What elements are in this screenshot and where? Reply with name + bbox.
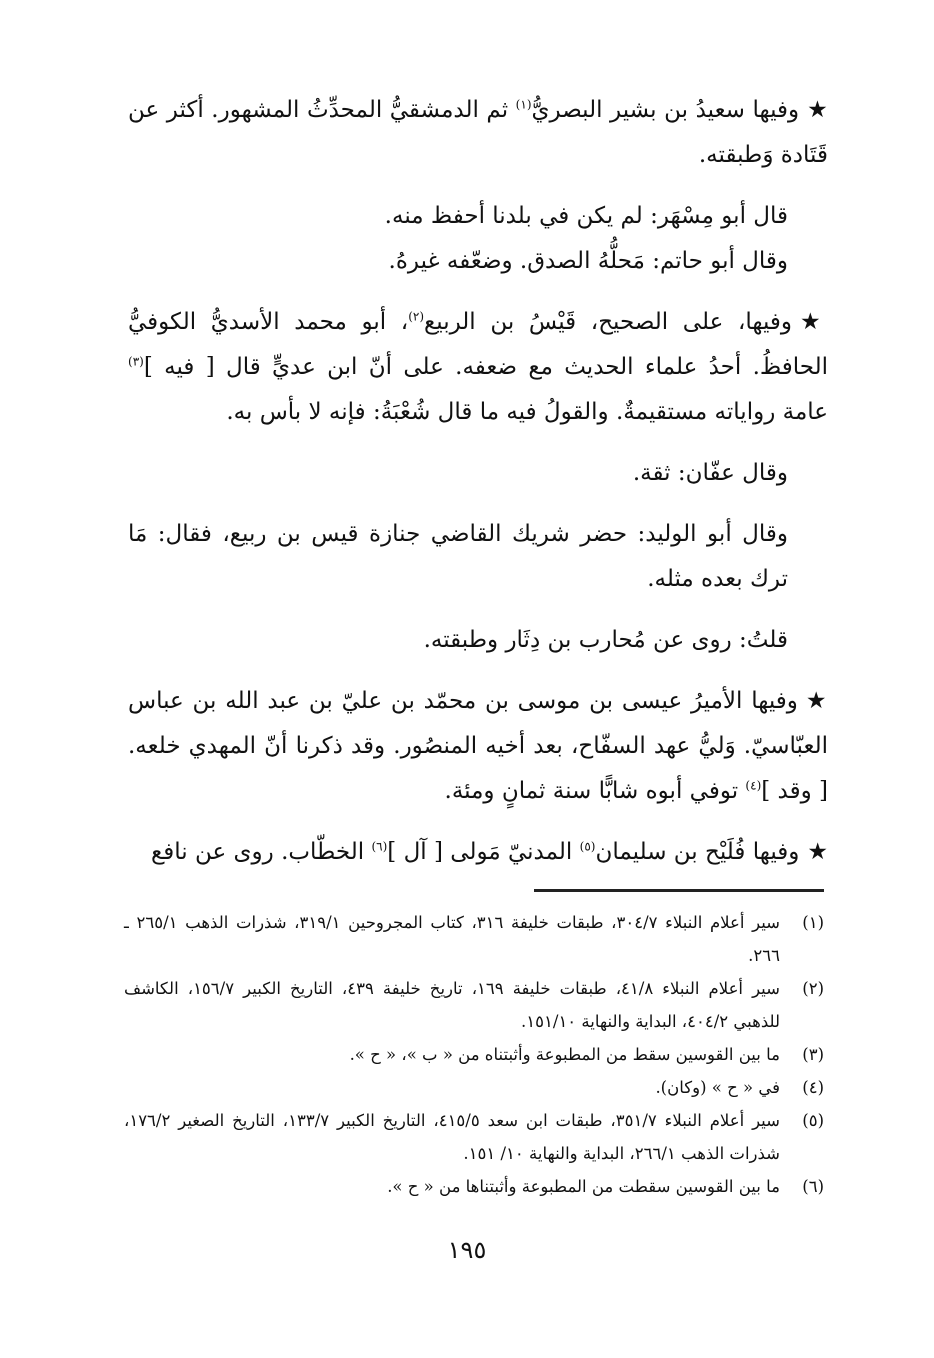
paragraph-qultu: قلتُ: روى عن مُحارب بن دِثَار وطبقته.	[423, 627, 788, 653]
star-bullet-icon: ★	[800, 309, 828, 335]
paragraph-fulayh	[128, 830, 828, 875]
footnote-ref-4: (٤)	[745, 778, 762, 793]
footnote-1	[124, 906, 824, 972]
text-segment: وفيها الأميرُ عيسى بن موسى بن محمّد بن عليّ بن عبد الله بن عباس العبّاسيّ. وَليُّ عهد السفّاح، بعد أخيه المنصُور. وقد ذكرنا أنّ المهدي خلعه. [ وقد ]	[128, 688, 828, 804]
footnote-text: سير أعلام النبلاء ٤١/٨، طبقات خليفة ١٦٩، تاريخ خليفة ٤٣٩، التاريخ الكبير ١٥٦/٧، الكاشف للذهبي ٤٠٤/٢، البداية والنهاية ١٥١/١٠.	[124, 979, 780, 1031]
footnote-divider	[534, 889, 824, 892]
footnote-6	[124, 1170, 824, 1203]
footnote-number: (٣)	[802, 1045, 824, 1064]
footnote-number: (١)	[802, 913, 824, 932]
paragraph-abu-mishar: قال أبو مِسْهَر: لم يكن في بلدنا أحفظ منه.	[384, 203, 788, 229]
footnote-5	[124, 1104, 824, 1170]
main-text	[128, 88, 828, 875]
text-segment: الخطّاب. روى عن نافع	[151, 839, 372, 865]
footnote-ref-2: (٢)	[408, 309, 425, 324]
footnote-text: ما بين القوسين سقطت من المطبوعة وأثبتناها من « ح ».	[387, 1177, 780, 1196]
footnote-ref-3: (٣)	[128, 354, 144, 369]
text-segment: المدنيّ مَولى [ آل ]	[387, 839, 580, 865]
text-segment: وفيها فُلَيْح بن سليمان	[595, 839, 800, 865]
footnote-ref-6: (٦)	[371, 839, 388, 854]
footnote-number: (٦)	[802, 1177, 824, 1196]
star-bullet-icon: ★	[807, 839, 828, 865]
text-segment: ثم الدمشقيُّ المحدِّثُ المشهور. أكثر عن قَتَادة وَطبقته.	[128, 97, 828, 168]
footnote-text: سير أعلام النبلاء ٣٠٤/٧، طبقات خليفة ٣١٦، كتاب المجروحين ٣١٩/١، شذرات الذهب ٢٦٥/١ ـ ٢٦٦.	[124, 913, 780, 965]
paragraph-isa-bin-musa	[128, 679, 828, 814]
footnote-2	[124, 972, 824, 1038]
footnote-number: (٥)	[802, 1111, 824, 1130]
paragraph-abu-al-walid: وقال أبو الوليد: حضر شريك القاضي جنازة قيس بن ربيع، فقال: مَا ترك بعده مثله.	[128, 521, 788, 592]
text-segment: توفي أبوه شابًّا سنة ثمانٍ ومئة.	[444, 778, 746, 804]
footnote-ref-5: (٥)	[579, 839, 596, 854]
paragraph-said-bin-bashir	[128, 88, 828, 178]
paragraph-affan: وقال عفّان: ثقة.	[632, 460, 788, 486]
footnote-text: سير أعلام النبلاء ٣٥١/٧، طبقات ابن سعد ٤١٥/٥، التاريخ الكبير ١٣٣/٧، التاريخ الصغير ١٧٦/٢، شذرات الذهب ٢٦٦/١، البداية والنهاية ١٠/ ١٥١.	[124, 1111, 780, 1163]
star-bullet-icon: ★	[805, 688, 828, 714]
footnote-number: (٢)	[802, 979, 824, 998]
footnote-ref-1: (١)	[515, 97, 532, 112]
footnote-text: ما بين القوسين سقط من المطبوعة وأثبتناه من « ب »، « ح ».	[349, 1045, 780, 1064]
page-number: ١٩٥	[447, 1236, 487, 1264]
footnote-3	[124, 1038, 824, 1071]
footnote-number: (٤)	[802, 1078, 824, 1097]
text-segment: وفيها سعيدُ بن بشير البصريُّ	[531, 97, 800, 123]
footnotes	[124, 906, 824, 1203]
star-bullet-icon: ★	[807, 97, 828, 123]
footnote-text: في « ح » (وكان).	[655, 1078, 780, 1097]
text-segment: ، أبو محمد الأسديُّ الكوفيُّ الحافظُ. أحدُ علماء الحديث مع ضعفه. على أنّ ابن عديٍّ قال [ فيه ]	[128, 309, 828, 380]
paragraph-abu-hatim: وقال أبو حاتم: مَحلُّهُ الصدق. وضعّفه غيرهُ.	[388, 248, 788, 274]
text-segment: عامة رواياته مستقيمةٌ. والقولُ فيه ما قال شُعْبَةُ: فإنه لا بأس به.	[226, 399, 828, 425]
footnote-4	[124, 1071, 824, 1104]
paragraph-qays-bin-rabi	[128, 300, 828, 435]
text-segment: وفيها، على الصحيح، قَيْسُ بن الربيع	[424, 309, 793, 335]
